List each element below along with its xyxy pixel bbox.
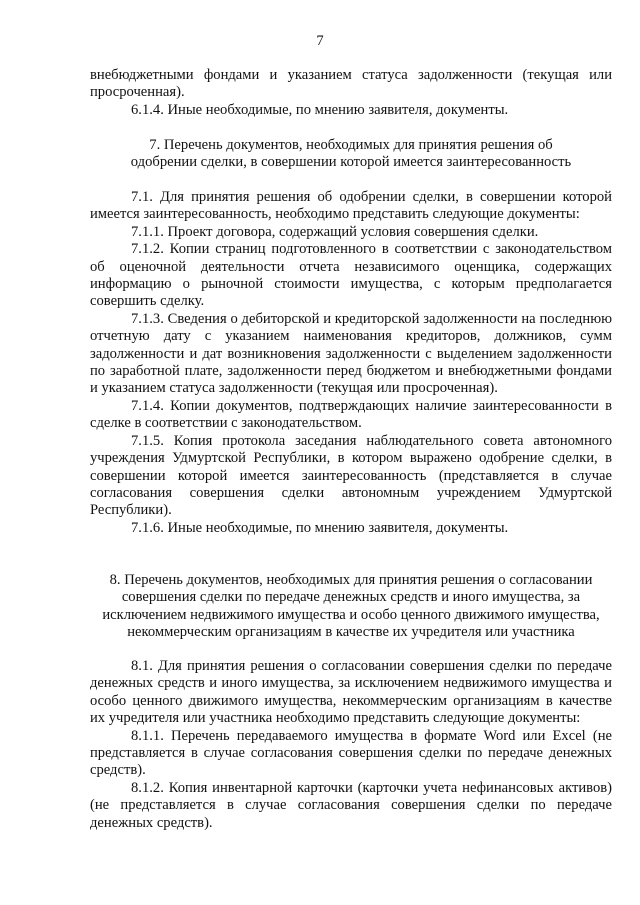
paragraph: 7.1.5. Копия протокола заседания наблюдательного совета автономного учреждения Удмуртской Республики, в котором выражено одобрение сделки, в совершении которой имеется заинтересованность (представляется в случае согласования совершения сделки автономным учреждением Удмуртской Республики). bbox=[90, 432, 612, 519]
section-7-body bbox=[90, 189, 612, 537]
paragraph: 7.1.1. Проект договора, содержащий условия совершения сделки. bbox=[131, 223, 539, 240]
section-8-body bbox=[90, 658, 612, 832]
section-8-title: 8. Перечень документов, необходимых для принятия решения о согласовании совершения сделки по передаче денежных средств и иного имущества, за исключением недвижимого имущества и особо ценного движимого имущества, некоммерческим организациям в качестве их учредителя или участника bbox=[102, 572, 600, 641]
paragraph: 7.1. Для принятия решения об одобрении сделки, в совершении которой имеется заинтересованность, необходимо представить следующие документы: bbox=[90, 189, 612, 223]
paragraph: 8.1. Для принятия решения о согласовании совершения сделки по передаче денежных средств и иного имущества, за исключением недвижимого имущества и особо ценного движимого имущества, некоммерческим организациям в качестве их учредителя или участника необходимо представить следующие документы: bbox=[90, 658, 612, 727]
paragraph: 6.1.4. Иные необходимые, по мнению заявителя, документы. bbox=[131, 101, 509, 118]
paragraph: 7.1.3. Сведения о дебиторской и кредиторской задолженности на последнюю отчетную дату с указанием наименования кредиторов, должников, сумм задолженности и дат возникновения задолженности с выделением задолженности по заработной плате, задолженности перед бюджетом и внебюджетными фондами и указанием статуса задолженности (текущая или просроченная). bbox=[90, 310, 612, 397]
page-number: 7 bbox=[316, 33, 324, 49]
continuation-block bbox=[90, 67, 612, 119]
paragraph: 8.1.1. Перечень передаваемого имущества в формате Word или Excel (не представляется в случае согласования совершения сделки по передаче денежных средств). bbox=[90, 727, 612, 779]
paragraph: 7.1.2. Копии страниц подготовленного в соответствии с законодательством об оценочной деятельности отчета независимого оценщика, содержащих информацию о рыночной стоимости имущества, с которым предполагается совершить сделку. bbox=[90, 241, 612, 310]
section-7-title: 7. Перечень документов, необходимых для принятия решения об одобрении сделки, в совершении которой имеется заинтересованность bbox=[130, 137, 572, 171]
paragraph: 7.1.6. Иные необходимые, по мнению заявителя, документы. bbox=[131, 519, 509, 536]
paragraph: 8.1.2. Копия инвентарной карточки (карточки учета нефинансовых активов) (не представляется в случае согласования совершения сделки по передаче денежных средств). bbox=[90, 779, 612, 831]
paragraph: внебюджетными фондами и указанием статуса задолженности (текущая или просроченная). bbox=[90, 67, 612, 101]
paragraph: 7.1.4. Копии документов, подтверждающих наличие заинтересованности в сделке в соответствии с законодательством. bbox=[90, 397, 612, 432]
